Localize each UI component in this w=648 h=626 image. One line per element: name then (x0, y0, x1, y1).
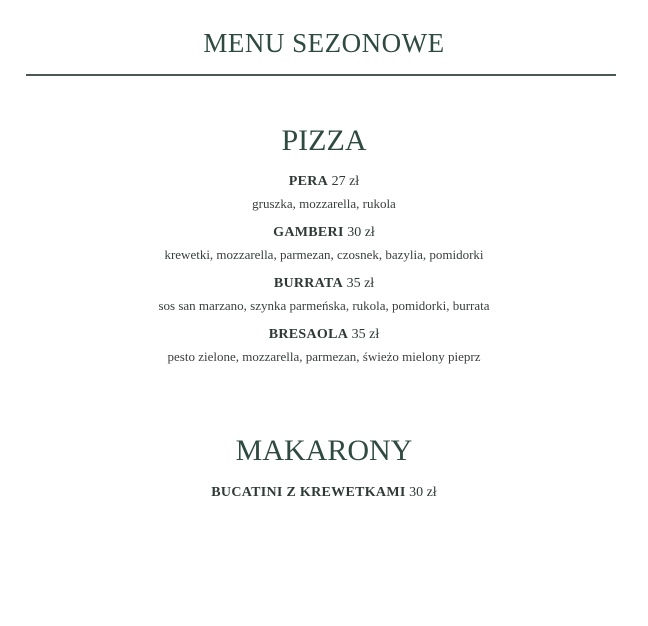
menu-item-gamberi (0, 224, 648, 264)
menu-item-pera (0, 173, 648, 213)
item-price: 35 zł (351, 327, 380, 342)
item-price: 30 zł (409, 485, 437, 500)
section-title-pizza: PIZZA (281, 124, 367, 157)
item-description: gruszka, mozzarella, rukola (252, 196, 396, 211)
item-price: 35 zł (346, 276, 375, 291)
menu-item-burrata (0, 275, 648, 315)
item-description: krewetki, mozzarella, parmezan, czosnek, bazylia, pomidorki (164, 247, 484, 262)
item-name: BUCATINI Z KREWETKAMI (211, 485, 406, 500)
item-price: 27 zł (331, 174, 360, 189)
item-price: 30 zł (347, 225, 375, 240)
page-title: MENU SEZONOWE (203, 28, 445, 58)
menu-item-bucatini (0, 484, 648, 502)
item-name: PERA (288, 174, 329, 189)
item-name: BRESAOLA (268, 327, 349, 342)
item-description: pesto zielone, mozzarella, parmezan, świeżo mielony pieprz (167, 349, 481, 364)
item-description: sos san marzano, szynka parmeńska, rukola, pomidorki, burrata (158, 298, 490, 313)
section-title-makarony: MAKARONY (235, 434, 413, 467)
menu-item-bresaola (0, 326, 648, 366)
title-divider (26, 74, 616, 76)
item-name: BURRATA (273, 276, 344, 291)
item-name: GAMBERI (273, 225, 344, 240)
